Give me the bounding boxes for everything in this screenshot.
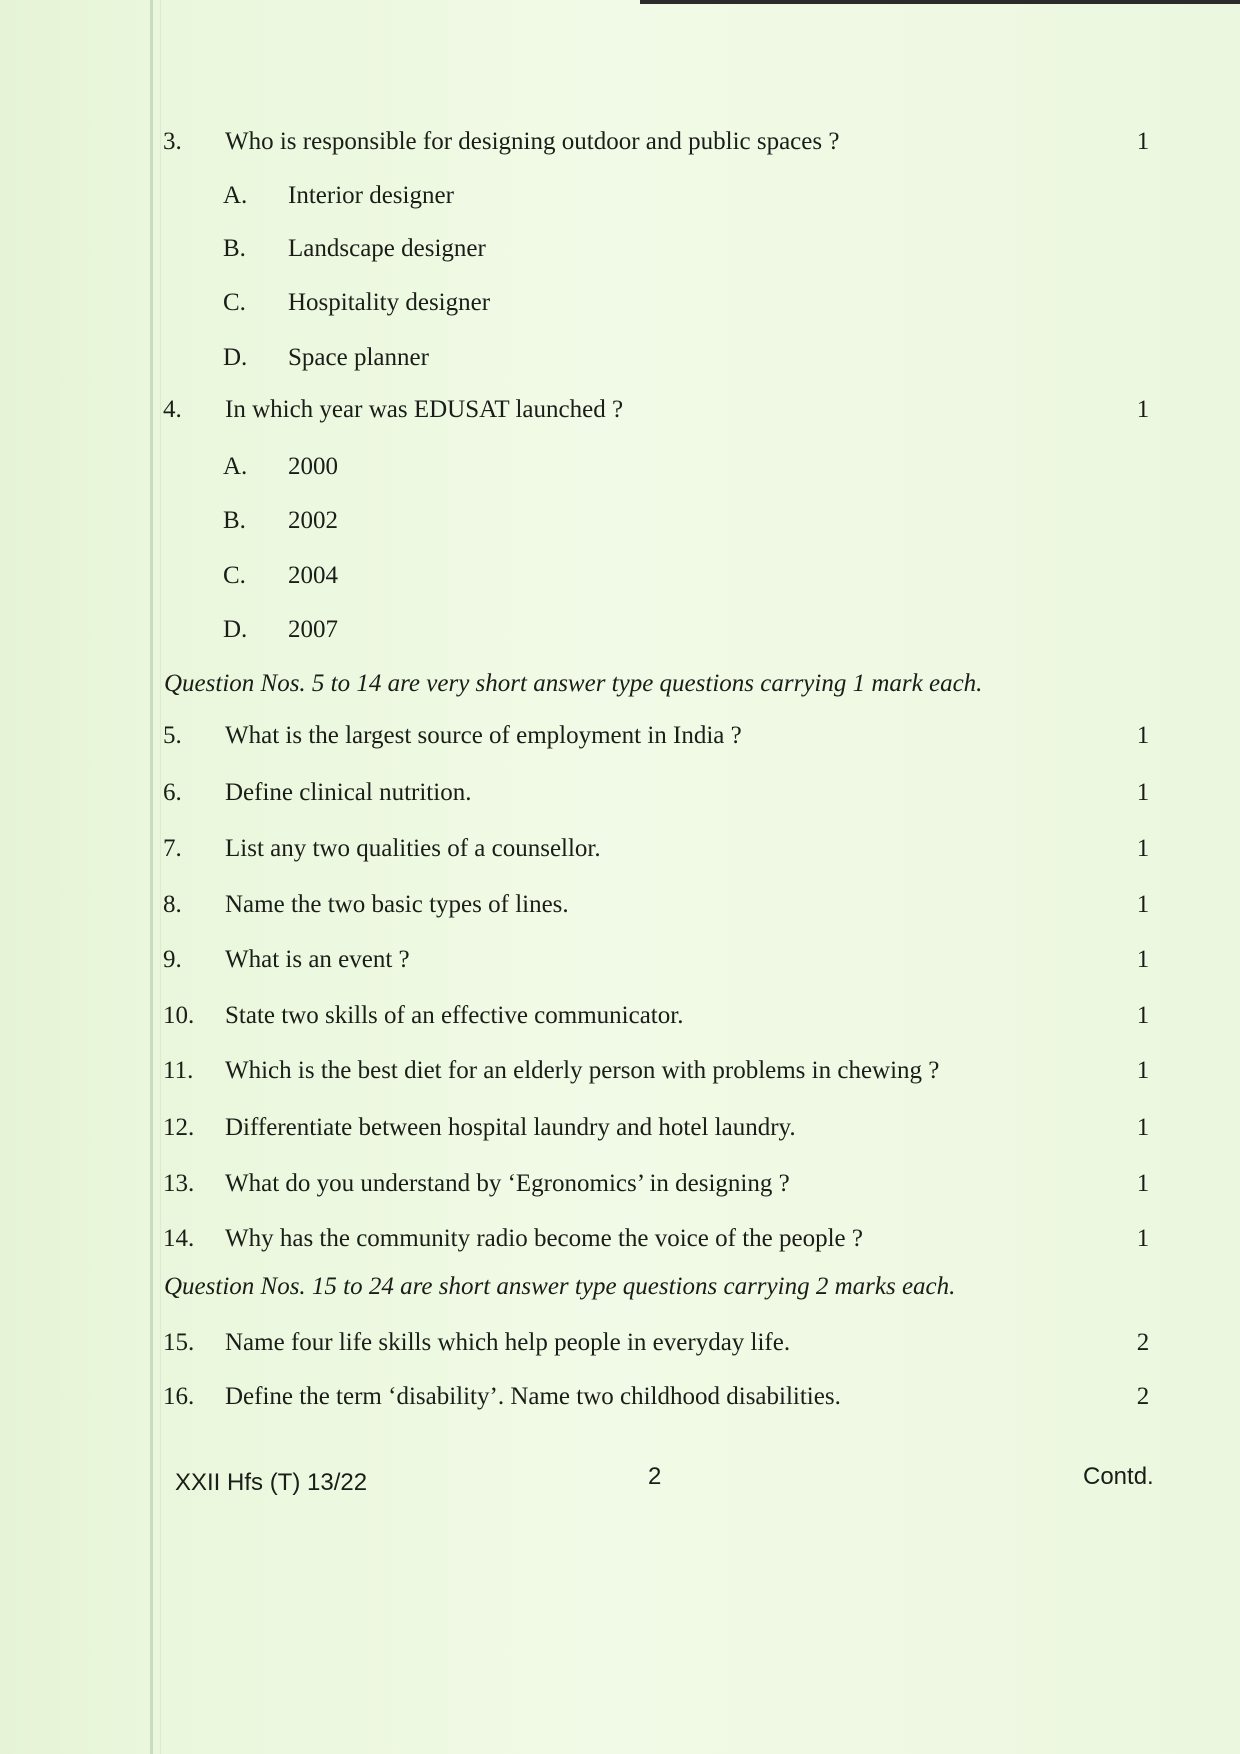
- question-text: Define the term ‘disability’. Name two childhood disabilities.: [225, 1383, 841, 1410]
- option-text: Landscape designer: [288, 235, 486, 262]
- question-mark: 2: [1136, 1383, 1150, 1410]
- option-text: Hospitality designer: [288, 289, 491, 316]
- option-letter: A.: [223, 182, 248, 209]
- question-text: Define clinical nutrition.: [225, 779, 472, 806]
- option-text: Space planner: [288, 344, 429, 371]
- option-letter: D.: [223, 344, 248, 371]
- option-text: 2007: [288, 616, 338, 643]
- question-6: [0, 773, 1240, 813]
- option-item: [0, 229, 1240, 269]
- question-mark: 1: [1136, 779, 1150, 806]
- question-13: [0, 1164, 1240, 1204]
- question-number: 16.: [163, 1383, 195, 1410]
- question-9: [0, 940, 1240, 980]
- question-number: 15.: [163, 1329, 195, 1356]
- question-number: 7.: [163, 835, 182, 862]
- question-number: 9.: [163, 946, 182, 973]
- question-mark: 1: [1136, 1002, 1150, 1029]
- option-letter: B.: [223, 235, 246, 262]
- question-12: [0, 1108, 1240, 1148]
- question-mark: 1: [1136, 891, 1150, 918]
- question-number: 11.: [163, 1057, 194, 1084]
- scan-edge-strip: [640, 0, 1240, 4]
- option-item: [0, 176, 1240, 216]
- question-number: 12.: [163, 1114, 195, 1141]
- question-text: What is an event ?: [225, 946, 410, 973]
- question-text: Name four life skills which help people in everyday life.: [225, 1329, 791, 1356]
- question-number: 4.: [163, 396, 182, 423]
- question-mark: 1: [1136, 1114, 1150, 1141]
- option-item: [0, 283, 1240, 323]
- paper-code: XXII Hfs (T) 13/22: [175, 1469, 368, 1496]
- question-number: 13.: [163, 1170, 195, 1197]
- option-item: [0, 556, 1240, 596]
- question-mark: 1: [1136, 1225, 1150, 1252]
- question-mark: 1: [1136, 1057, 1150, 1084]
- option-item: [0, 447, 1240, 487]
- question-text: Differentiate between hospital laundry and hotel laundry.: [225, 1114, 796, 1141]
- continued-label: Contd.: [1083, 1463, 1154, 1490]
- question-number: 8.: [163, 891, 182, 918]
- section-heading-very-short: Question Nos. 5 to 14 are very short answer type questions carrying 1 mark each.: [164, 670, 983, 697]
- question-text: In which year was EDUSAT launched ?: [225, 396, 624, 423]
- question-mark: 1: [1136, 722, 1150, 749]
- option-letter: B.: [223, 507, 246, 534]
- question-text: Why has the community radio become the voice of the people ?: [225, 1225, 863, 1252]
- question-16: [0, 1377, 1240, 1417]
- question-mark: 1: [1136, 946, 1150, 973]
- option-item: [0, 338, 1240, 378]
- question-text: State two skills of an effective communicator.: [225, 1002, 684, 1029]
- question-mark: 1: [1136, 396, 1150, 423]
- question-text: List any two qualities of a counsellor.: [225, 835, 601, 862]
- question-mark: 1: [1136, 128, 1150, 155]
- question-text: What do you understand by ‘Egronomics’ in designing ?: [225, 1170, 790, 1197]
- option-letter: C.: [223, 289, 246, 316]
- question-text: Which is the best diet for an elderly person with problems in chewing ?: [225, 1057, 940, 1084]
- question-7: [0, 829, 1240, 869]
- question-text: What is the largest source of employment in India ?: [225, 722, 742, 749]
- question-number: 6.: [163, 779, 182, 806]
- question-3: [0, 122, 1240, 162]
- question-number: 5.: [163, 722, 182, 749]
- option-letter: C.: [223, 562, 246, 589]
- question-10: [0, 996, 1240, 1036]
- option-text: 2000: [288, 453, 338, 480]
- question-8: [0, 885, 1240, 925]
- question-4: [0, 390, 1240, 430]
- question-number: 3.: [163, 128, 182, 155]
- question-number: 14.: [163, 1225, 195, 1252]
- option-text: Interior designer: [288, 182, 454, 209]
- option-item: [0, 610, 1240, 650]
- question-15: [0, 1323, 1240, 1363]
- option-letter: A.: [223, 453, 248, 480]
- question-number: 10.: [163, 1002, 195, 1029]
- option-text: 2002: [288, 507, 338, 534]
- option-letter: D.: [223, 616, 248, 643]
- question-mark: 2: [1136, 1329, 1150, 1356]
- question-11: [0, 1051, 1240, 1091]
- question-14: [0, 1219, 1240, 1259]
- page-number: 2: [648, 1463, 662, 1490]
- question-mark: 1: [1136, 1170, 1150, 1197]
- question-text: Who is responsible for designing outdoor and public spaces ?: [225, 128, 840, 155]
- section-heading-short: Question Nos. 15 to 24 are short answer type questions carrying 2 marks each.: [164, 1273, 956, 1300]
- option-item: [0, 501, 1240, 541]
- question-text: Name the two basic types of lines.: [225, 891, 569, 918]
- question-mark: 1: [1136, 835, 1150, 862]
- question-5: [0, 716, 1240, 756]
- option-text: 2004: [288, 562, 338, 589]
